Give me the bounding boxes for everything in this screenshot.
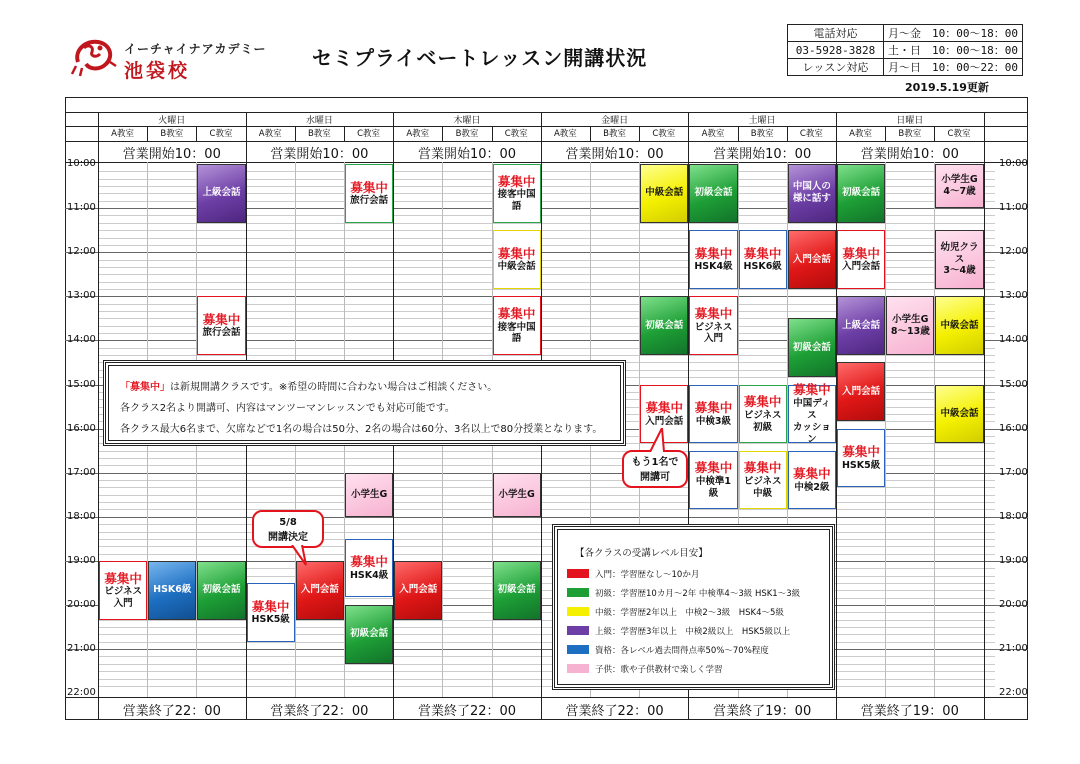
class-name: 中検3級 — [695, 415, 732, 427]
class-block[interactable] — [935, 230, 983, 289]
room-header: B教室 — [750, 129, 774, 139]
room-header: A教室 — [111, 129, 134, 139]
legend-item — [567, 564, 820, 583]
class-block[interactable] — [197, 296, 245, 355]
class-block[interactable] — [99, 561, 147, 620]
day-header: 木曜日 — [453, 116, 481, 126]
grid-line — [885, 162, 886, 697]
class-block[interactable] — [837, 429, 885, 488]
legend-swatch — [567, 588, 589, 597]
closing-time: 営業終了19：00 — [860, 704, 959, 719]
day-header: 水曜日 — [305, 116, 333, 126]
legend-swatch — [567, 607, 589, 616]
recruit-label: 募集中 — [350, 554, 388, 570]
day-header: 金曜日 — [601, 116, 629, 126]
time-label: 12:00 — [67, 246, 96, 258]
time-label: 13:00 — [67, 290, 96, 302]
grid-line — [98, 539, 995, 540]
class-name: 入門会話 — [842, 385, 881, 397]
class-name: 小学生G — [350, 488, 388, 500]
recruit-label: 募集中 — [743, 245, 782, 261]
room-header: B教室 — [455, 129, 479, 139]
class-block[interactable] — [148, 561, 196, 620]
class-block[interactable] — [345, 605, 393, 664]
class-block[interactable] — [788, 451, 836, 510]
legend-swatch — [567, 626, 589, 635]
grid-line — [98, 554, 995, 555]
recruit-label: 募集中 — [743, 394, 782, 410]
class-block[interactable] — [837, 296, 885, 355]
class-name: 中検準1級 — [695, 475, 732, 499]
recruit-label: 募集中 — [694, 305, 733, 321]
recruit-label: 募集中 — [694, 245, 733, 261]
opening-time: 営業開始10：00 — [860, 147, 959, 162]
time-label: 15:00 — [999, 378, 1028, 390]
class-name: 4～7歳 — [943, 186, 976, 198]
class-name: 中級会話 — [940, 407, 979, 419]
contact-label: 電話対応 — [788, 25, 884, 42]
class-name: 幼児クラス — [940, 241, 979, 265]
legend-title: 【各クラスの受講レベル目安】 — [575, 548, 708, 559]
class-name: 中国人の — [792, 181, 831, 193]
room-header: C教室 — [209, 129, 233, 139]
grid-line — [98, 686, 995, 687]
callout-wed — [252, 510, 324, 548]
time-label: 10:00 — [999, 158, 1028, 169]
class-block[interactable] — [689, 164, 737, 223]
time-label: 22:00 — [67, 687, 96, 699]
recruit-label: 募集中 — [743, 460, 782, 476]
grid-line — [98, 487, 995, 488]
class-block[interactable] — [935, 164, 983, 208]
room-header: C教室 — [357, 129, 381, 139]
class-name: 旅行会話 — [202, 327, 241, 339]
class-name: 中国ディス — [793, 397, 831, 421]
grid-line — [65, 141, 1028, 142]
class-block[interactable] — [788, 318, 836, 377]
class-name: カッション — [793, 421, 831, 445]
room-header: A教室 — [701, 129, 725, 139]
grid-line — [98, 112, 99, 720]
class-block[interactable] — [247, 583, 295, 642]
callout-fri — [622, 450, 688, 488]
grid-line — [98, 223, 995, 224]
grid-line — [98, 664, 995, 665]
time-label: 12:00 — [999, 246, 1028, 258]
class-name: 入門会話 — [399, 584, 438, 596]
opening-time: 営業開始10：00 — [122, 147, 221, 162]
room-header: A教室 — [406, 129, 430, 139]
legend-text: 入門：学習歴なし～10か月 — [595, 569, 700, 580]
room-header: B教室 — [603, 129, 627, 139]
class-block[interactable] — [493, 164, 541, 223]
class-name: 初級会話 — [694, 187, 733, 199]
class-name: 入門会話 — [842, 261, 881, 273]
contact-label: レッスン対応 — [788, 59, 884, 76]
grid-line — [98, 671, 995, 672]
class-block[interactable] — [837, 362, 885, 421]
class-name: 小学生G — [941, 174, 978, 186]
time-label: 22:00 — [999, 687, 1028, 699]
class-block[interactable] — [739, 385, 787, 444]
room-header: A教室 — [849, 129, 872, 139]
grid-line — [98, 502, 995, 503]
room-header: B教室 — [307, 129, 331, 139]
grid-line — [98, 355, 995, 356]
closing-time: 営業終了22：00 — [122, 704, 221, 719]
class-name: 3～4歳 — [943, 265, 976, 277]
class-name: 中級会話 — [645, 187, 684, 199]
class-block[interactable] — [788, 382, 836, 445]
class-block[interactable] — [394, 561, 442, 620]
callout-line: 開講決定 — [268, 532, 308, 543]
legend-swatch — [567, 645, 589, 654]
grid-line — [98, 642, 995, 643]
room-header: C教室 — [947, 129, 971, 139]
notice-line: 各クラス2名より開講可、内容はマンツーマンレッスンでも対応可能です。 — [120, 403, 455, 414]
legend-box — [552, 524, 835, 690]
class-name: 初級 — [753, 421, 773, 433]
legend-swatch — [567, 664, 589, 673]
recruit-label: 募集中 — [497, 245, 536, 261]
class-name: 上級会話 — [202, 187, 241, 199]
class-block[interactable] — [837, 164, 885, 223]
notice-text: は新規開講クラスです。※希望の時間に合わない場合はご相談ください。 — [170, 382, 498, 393]
hour-line — [65, 649, 1028, 650]
class-block[interactable] — [345, 539, 393, 598]
grid-line — [98, 620, 995, 621]
time-label: 10:00 — [67, 158, 96, 169]
class-block[interactable] — [345, 473, 393, 517]
time-label: 18:00 — [67, 510, 96, 522]
legend-text: 初級：学習歴10カ月～2年 中検準4～3級 HSK1～3級 — [595, 588, 801, 599]
class-block[interactable] — [689, 385, 737, 444]
closing-time: 営業終了19：00 — [713, 704, 812, 719]
time-label: 11:00 — [67, 202, 96, 214]
class-block[interactable] — [739, 451, 787, 510]
class-name: ビジネス — [743, 475, 782, 487]
class-name: 中級会話 — [940, 319, 979, 331]
grid-line — [98, 495, 995, 496]
opening-time: 営業開始10：00 — [565, 147, 664, 162]
contact-hours: 土・日 10：00～18：00 — [884, 42, 1023, 59]
recruit-label: 募集中 — [793, 466, 831, 482]
callout-line: 5/8 — [279, 517, 297, 528]
time-label: 15:00 — [67, 378, 96, 390]
class-block[interactable] — [739, 230, 787, 289]
room-header: B教室 — [160, 129, 184, 139]
time-label: 16:00 — [67, 422, 96, 434]
time-label: 21:00 — [67, 643, 96, 655]
time-label: 14:00 — [999, 334, 1028, 346]
logo-text: イーチャイナアカデミー — [124, 42, 267, 56]
class-block[interactable] — [345, 164, 393, 223]
grid-line — [98, 634, 995, 635]
legend-text: 上級：学習歴3年以上 中検2級以上 HSK5級以上 — [595, 626, 791, 637]
class-name: 入門会話 — [300, 584, 339, 596]
page-title: セミプライベートレッスン開講状況 — [312, 46, 648, 70]
time-label: 19:00 — [67, 554, 96, 566]
closing-time: 営業終了22：00 — [417, 704, 517, 719]
class-block[interactable] — [935, 296, 983, 355]
class-name: 初級会話 — [202, 584, 241, 596]
time-label: 20:00 — [999, 599, 1028, 610]
class-name: 接客中国語 — [497, 321, 536, 345]
notice-line: 各クラス最大6名まで、欠席などで1名の場合は50分、2名の場合は60分、3名以上で80分授業となります。 — [120, 424, 603, 435]
day-header: 日曜日 — [896, 116, 924, 126]
legend-text: 中級：学習歴2年以上 中検2～3級 HSK4～5級 — [595, 607, 784, 618]
class-name: 初級会話 — [497, 584, 536, 596]
recruit-label: 募集中 — [842, 245, 880, 261]
room-header: A教室 — [553, 129, 577, 139]
class-name: ビジネス — [743, 409, 782, 421]
class-name: 小学生G — [498, 488, 535, 500]
room-header: C教室 — [799, 129, 823, 139]
grid-line — [98, 289, 995, 290]
legend-item — [567, 602, 820, 621]
class-name: 初級会話 — [350, 628, 389, 640]
class-block[interactable] — [296, 561, 344, 620]
callout-pointer — [648, 428, 670, 452]
recruit-label: 募集中 — [497, 173, 536, 189]
notice-line — [120, 377, 609, 398]
class-name: HSK4級 — [694, 261, 733, 273]
class-block[interactable] — [493, 296, 541, 355]
callout-line: もう1名で — [631, 457, 679, 468]
grid-line — [984, 112, 985, 720]
legend-item — [567, 621, 820, 640]
recruit-label: 募集中 — [202, 311, 241, 327]
class-block[interactable] — [788, 164, 836, 223]
campus-name: 池袋校 — [124, 60, 191, 82]
class-name: 様に話す — [792, 193, 831, 205]
recruit-label: 募集中 — [104, 570, 142, 586]
class-name: 初級会話 — [645, 319, 684, 331]
class-name: HSK6級 — [153, 584, 192, 596]
recruit-label: 募集中 — [694, 400, 733, 416]
class-name: ビジネス — [694, 321, 733, 333]
closing-time: 営業終了22：00 — [270, 704, 369, 719]
time-label: 21:00 — [999, 643, 1028, 655]
grid-line — [98, 532, 995, 533]
class-block[interactable] — [886, 296, 934, 355]
recruit-label: 募集中 — [694, 460, 733, 476]
class-name: 入門 — [703, 333, 723, 345]
recruit-label: 募集中 — [350, 179, 388, 195]
class-block[interactable] — [493, 561, 541, 620]
opening-time: 営業開始10：00 — [417, 147, 517, 162]
callout-line: 開講可 — [640, 472, 670, 483]
class-block[interactable] — [689, 230, 737, 289]
grid-line — [65, 697, 1028, 698]
class-block[interactable] — [788, 230, 836, 289]
time-label: 11:00 — [999, 202, 1028, 214]
grid-line — [98, 679, 995, 680]
room-header: B教室 — [898, 129, 922, 139]
grid-line — [65, 162, 1028, 163]
contact-hours: 月～日 10：00～22：00 — [884, 59, 1023, 76]
class-name: 上級会話 — [842, 319, 881, 331]
class-name: 初級会話 — [842, 187, 881, 199]
time-label: 14:00 — [67, 334, 96, 346]
class-name: 初級会話 — [792, 341, 831, 353]
class-name: HSK6級 — [743, 261, 782, 273]
class-block[interactable] — [640, 296, 688, 355]
notice-box — [103, 360, 626, 446]
opening-time: 営業開始10：00 — [713, 147, 812, 162]
class-name: 接客中国語 — [497, 189, 536, 213]
class-name: 入門会話 — [645, 415, 684, 427]
time-label: 16:00 — [999, 422, 1028, 434]
opening-time: 営業開始10：00 — [270, 147, 369, 162]
class-name: HSK4級 — [349, 570, 389, 582]
legend-item — [567, 583, 820, 602]
legend-swatch — [567, 569, 589, 578]
class-block[interactable] — [689, 451, 737, 510]
day-header: 火曜日 — [158, 116, 186, 126]
legend-list — [567, 564, 820, 678]
legend-item — [567, 659, 820, 678]
callout-pointer — [290, 545, 310, 567]
phone-number: 03-5928-3828 — [788, 42, 884, 59]
grid-line — [98, 509, 995, 510]
class-block[interactable] — [197, 164, 245, 223]
room-header: C教室 — [652, 129, 676, 139]
legend-text: 子供：歌や子供教材で楽しく学習 — [595, 664, 723, 675]
time-label: 18:00 — [999, 510, 1028, 522]
time-label: 13:00 — [999, 290, 1028, 302]
legend-text: 資格：各レベル過去問得点率50%～70%程度 — [595, 645, 769, 656]
room-header: C教室 — [504, 129, 528, 139]
grid-line — [98, 627, 995, 628]
day-header: 土曜日 — [748, 116, 776, 126]
hour-line — [65, 517, 1028, 518]
class-name: HSK5級 — [841, 459, 881, 471]
class-block[interactable] — [493, 473, 541, 517]
class-name: 入門 — [113, 598, 133, 610]
class-name: ビジネス — [104, 586, 142, 598]
class-name: 中検2級 — [794, 481, 830, 493]
recruit-label: 募集中 — [842, 444, 880, 460]
recruit-label: 募集中 — [793, 382, 831, 398]
updated-date: 2019.5.19更新 — [905, 81, 989, 94]
class-block[interactable] — [689, 296, 737, 355]
recruit-keyword: 「募集中」 — [120, 382, 170, 393]
room-header: A教室 — [258, 129, 282, 139]
closing-time: 営業終了22：00 — [565, 704, 664, 719]
grid-line — [98, 524, 995, 525]
grid-line — [98, 656, 995, 657]
class-block[interactable] — [837, 230, 885, 289]
class-block[interactable] — [197, 561, 245, 620]
time-label: 20:00 — [67, 599, 96, 610]
class-name: 入門会話 — [792, 253, 831, 265]
time-label: 17:00 — [999, 466, 1028, 478]
class-block[interactable] — [935, 385, 983, 444]
class-block[interactable] — [640, 164, 688, 223]
class-name: HSK5級 — [251, 614, 290, 626]
class-name: 8～13歳 — [890, 325, 930, 337]
recruit-label: 募集中 — [251, 598, 290, 614]
grid-line — [98, 546, 995, 547]
recruit-label: 募集中 — [645, 400, 684, 416]
class-name: 小学生G — [892, 313, 929, 325]
recruit-label: 募集中 — [497, 305, 536, 321]
legend-item — [567, 640, 820, 659]
class-block[interactable] — [493, 230, 541, 289]
time-label: 17:00 — [67, 466, 96, 478]
class-name: 中級会話 — [497, 261, 536, 273]
class-name: 旅行会話 — [350, 195, 389, 207]
contact-hours: 月～金 10：00～18：00 — [884, 25, 1023, 42]
time-label: 19:00 — [999, 554, 1028, 566]
class-name: 中級 — [753, 487, 773, 499]
